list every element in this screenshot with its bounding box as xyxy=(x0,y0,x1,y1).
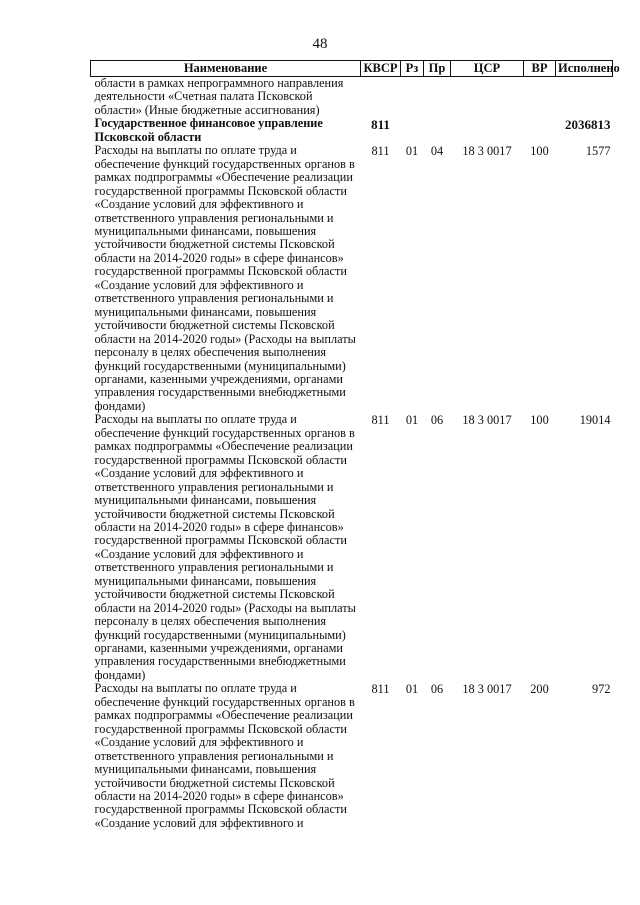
table-row xyxy=(91,144,613,413)
budget-table xyxy=(90,60,620,830)
cell-kvsr: 811 xyxy=(371,682,390,697)
cell-vr xyxy=(524,77,556,118)
cell-name: Государственное финансовое управление Псковской области xyxy=(94,116,323,144)
header-name: Наименование xyxy=(91,61,361,77)
header-csr: ЦСР xyxy=(451,61,524,77)
cell-csr xyxy=(451,117,524,144)
table-row xyxy=(91,77,613,118)
page-number: 48 xyxy=(312,36,328,52)
cell-rz: 01 xyxy=(405,144,419,159)
table-header-row xyxy=(91,61,613,77)
cell-kvsr: 811 xyxy=(371,117,390,133)
cell-csr: 18 3 0017 xyxy=(462,144,512,159)
cell-pr: 06 xyxy=(430,413,444,428)
cell-done xyxy=(556,77,613,118)
cell-rz xyxy=(401,117,424,144)
cell-kvsr: 811 xyxy=(371,413,390,428)
cell-pr: 04 xyxy=(430,144,444,159)
cell-kvsr xyxy=(361,77,401,118)
cell-kvsr: 811 xyxy=(371,144,390,159)
header-rz: Рз xyxy=(401,61,424,77)
table-row xyxy=(91,682,613,830)
cell-vr: 100 xyxy=(530,144,549,159)
cell-pr xyxy=(424,117,451,144)
cell-pr xyxy=(424,77,451,118)
cell-vr: 200 xyxy=(530,682,549,697)
cell-name: Расходы на выплаты по оплате труда и обеспечение функций государственных органов в рамках подпрограммы «Обеспечение реализации государственной программы Псковской области «Создание условий для эффективного и ответственного управления региональными и муниципальными финансами, повышения устойчивости бюджетной системы Псковской области на 2014-2020 годы» в сфере финансов» государственной программы Псковской области «Создание условий для эффективного и ответственного управления региональными и муниципальными финансами, повышения устойчивости бюджетной системы Псковской области на 2014-2020 годы» (Расходы на выплаты персоналу в целях обеспечения выполнения функций государственными (муниципальными) органами, казенными учреждениями, органами управления государственными внебюджетными фондами) xyxy=(94,143,356,413)
cell-rz xyxy=(401,77,424,118)
cell-csr: 18 3 0017 xyxy=(462,682,512,697)
cell-name: Расходы на выплаты по оплате труда и обеспечение функций государственных органов в рамках подпрограммы «Обеспечение реализации государственной программы Псковской области «Создание условий для эффективного и ответственного управления региональными и муниципальными финансами, повышения устойчивости бюджетной системы Псковской области на 2014-2020 годы» в сфере финансов» государственной программы Псковской области «Создание условий для эффективного и xyxy=(94,681,355,830)
table-row xyxy=(91,413,613,682)
header-done: Исполнено xyxy=(556,61,613,77)
cell-vr xyxy=(524,117,556,144)
cell-csr: 18 3 0017 xyxy=(462,413,512,428)
cell-done: 2036813 xyxy=(565,117,611,133)
cell-rz: 01 xyxy=(405,682,419,697)
cell-done: 19014 xyxy=(579,413,611,428)
cell-pr: 06 xyxy=(430,682,444,697)
cell-done: 1577 xyxy=(585,144,611,159)
header-kvsr: КВСР xyxy=(361,61,401,77)
cell-csr xyxy=(451,77,524,118)
header-vr: ВР xyxy=(524,61,556,77)
cell-rz: 01 xyxy=(405,413,419,428)
header-pr: Пр xyxy=(424,61,451,77)
cell-vr: 100 xyxy=(530,413,549,428)
cell-name: Расходы на выплаты по оплате труда и обеспечение функций государственных органов в рамках подпрограммы «Обеспечение реализации государственной программы Псковской области «Создание условий для эффективного и ответственного управления региональными и муниципальными финансами, повышения устойчивости бюджетной системы Псковской области на 2014-2020 годы» в сфере финансов» государственной программы Псковской области «Создание условий для эффективного и ответственного управления региональными и муниципальными финансами, повышения устойчивости бюджетной системы Псковской области на 2014-2020 годы» (Расходы на выплаты персоналу в целях обеспечения выполнения функций государственными (муниципальными) органами, казенными учреждениями, органами управления государственными внебюджетными фондами) xyxy=(94,412,356,682)
cell-name: области в рамках непрограммного направления деятельности «Счетная палата Псковской области» (Иные бюджетные ассигнования) xyxy=(94,76,344,117)
cell-done: 972 xyxy=(592,682,611,697)
table-row-organization xyxy=(91,117,613,144)
